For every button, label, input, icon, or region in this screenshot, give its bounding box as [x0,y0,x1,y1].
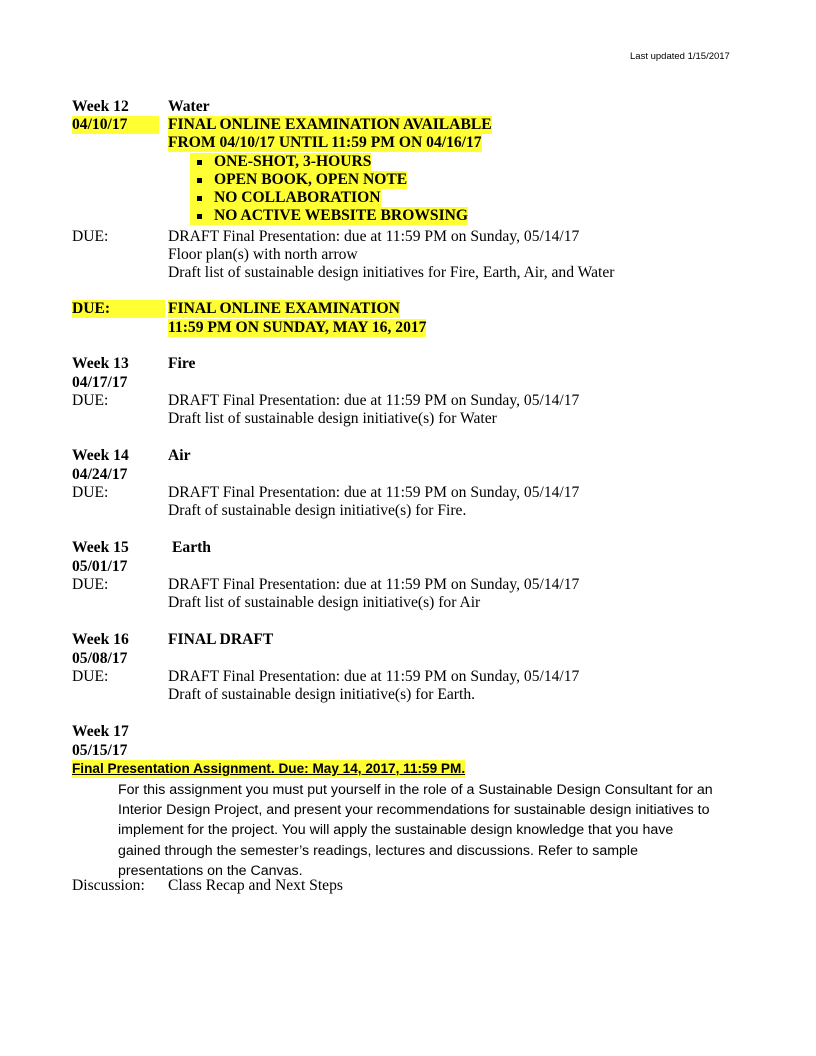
exam-rule-item: ONE-SHOT, 3-HOURS [190,153,371,171]
assignment-line: gained through the semester’s readings, lectures and discussions. Refer to sample [118,842,638,859]
week-12-date: 04/10/17 [72,116,159,134]
exam-rule-item: OPEN BOOK, OPEN NOTE [190,171,407,189]
week-13-due-item: DRAFT Final Presentation: due at 11:59 PM on Sunday, 05/14/17 [168,392,580,409]
week-15-date: 05/01/17 [72,558,128,575]
week-16-topic: FINAL DRAFT [168,631,274,648]
bullet-icon [197,178,202,183]
week-16-due-label: DUE: [72,668,109,685]
week-16-due-item: Draft of sustainable design initiative(s) for Earth. [168,686,476,703]
week-12-due-item: DRAFT Final Presentation: due at 11:59 PM on Sunday, 05/14/17 [168,228,580,245]
exam-due-line2: 11:59 PM ON SUNDAY, MAY 16, 2017 [168,319,427,336]
week-14-topic: Air [168,447,191,464]
assignment-line: For this assignment you must put yourself in the role of a Sustainable Design Consultant for an [118,782,713,798]
week-13-due-label: DUE: [72,392,109,409]
week-13-due-item: Draft list of sustainable design initiative(s) for Water [168,410,497,427]
week-14-due-label: DUE: [72,484,109,501]
week-16-due-item: DRAFT Final Presentation: due at 11:59 PM on Sunday, 05/14/17 [168,668,580,685]
week-14-label: Week 14 [72,447,129,464]
assignment-line: presentations on the Canvas. [118,862,303,879]
week-15-label: Week 15 [72,539,129,556]
week-14-date: 04/24/17 [72,466,128,483]
exam-available-line1: FINAL ONLINE EXAMINATION AVAILABLE [168,116,492,133]
assignment-line: implement for the project. You will apply the sustainable design knowledge that you have [118,822,674,839]
bullet-icon [197,214,202,219]
discussion-label: Discussion: [72,877,145,894]
week-15-due-item: Draft list of sustainable design initiative(s) for Air [168,594,481,611]
week-12-due-label: DUE: [72,228,109,245]
assignment-line: Interior Design Project, and present your recommendations for sustainable design initiatives to [118,802,710,819]
week-15-due-label: DUE: [72,576,109,593]
week-13-topic: Fire [168,355,196,372]
week-15-topic: Earth [172,539,211,556]
week-14-due-item: DRAFT Final Presentation: due at 11:59 PM on Sunday, 05/14/17 [168,484,580,501]
last-updated: Last updated 1/15/2017 [630,51,730,62]
assignment-title: Final Presentation Assignment. Due: May 14, 2017, 11:59 PM. [72,761,466,776]
week-17-label: Week 17 [72,723,129,740]
week-15-due-item: DRAFT Final Presentation: due at 11:59 PM on Sunday, 05/14/17 [168,576,580,593]
week-12-due-item: Draft list of sustainable design initiatives for Fire, Earth, Air, and Water [168,264,615,281]
exam-due-line1: FINAL ONLINE EXAMINATION [168,300,400,317]
week-12-topic: Water [168,98,210,115]
assignment-description [118,780,758,881]
week-14-due-item: Draft of sustainable design initiative(s) for Fire. [168,502,467,519]
bullet-icon [197,160,202,165]
week-13-label: Week 13 [72,355,129,372]
bullet-icon [197,196,202,201]
exam-rule-item: NO COLLABORATION [190,189,381,207]
week-17-date: 05/15/17 [72,742,128,759]
week-13-date: 04/17/17 [72,374,128,391]
week-16-date: 05/08/17 [72,650,128,667]
discussion-text: Class Recap and Next Steps [168,877,343,894]
week-12-label: Week 12 [72,98,129,115]
exam-due-label: DUE: [72,300,165,318]
exam-rule-item: NO ACTIVE WEBSITE BROWSING [190,207,468,225]
week-12-due-item: Floor plan(s) with north arrow [168,246,358,263]
week-16-label: Week 16 [72,631,129,648]
exam-available-line2: FROM 04/10/17 UNTIL 11:59 PM ON 04/16/17 [168,134,482,151]
